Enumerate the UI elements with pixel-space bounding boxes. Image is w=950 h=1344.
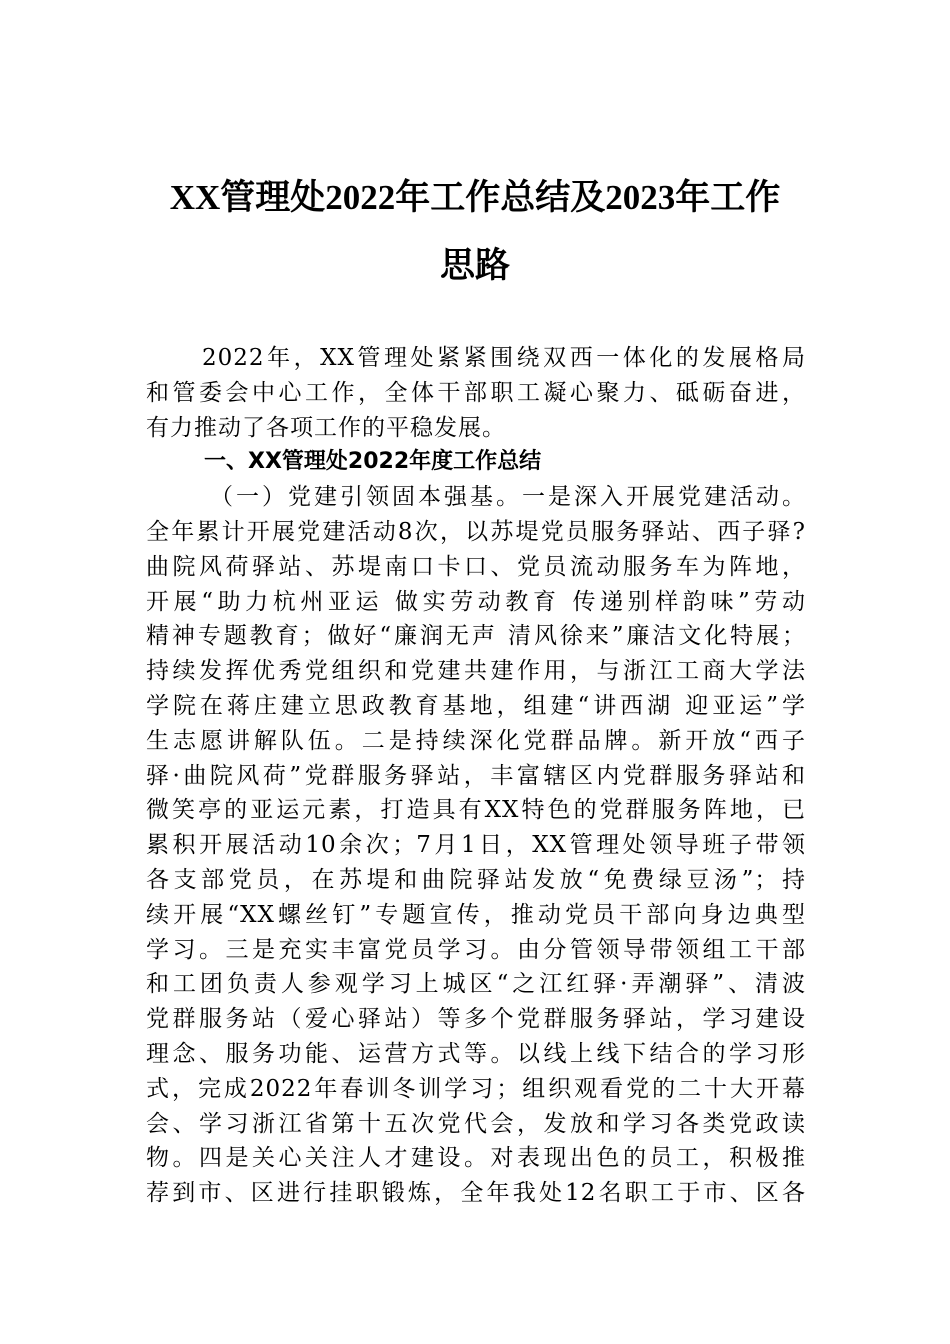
section1-line: 理念、服务功能、运营方式等。以线上线下结合的学习形 — [146, 1040, 806, 1067]
section1-line: 微笑亭的亚运元素，打造具有XX特色的党群服务阵地，已 — [146, 797, 806, 824]
section-heading-1: 一、XX管理处2022年度工作总结 — [204, 449, 542, 475]
section1-line: （一）党建引领固本强基。一是深入开展党建活动。 — [210, 484, 806, 511]
section1-line: 学院在蒋庄建立思政教育基地，组建“讲西湖 迎亚运”学 — [146, 692, 806, 719]
section1-line: 全年累计开展党建活动8次，以苏堤党员服务驿站、西子驿? — [146, 518, 806, 545]
section1-line: 精神专题教育；做好“廉润无声 清风徐来”廉洁文化特展； — [146, 623, 806, 650]
section1-line: 会、学习浙江省第十五次党代会，发放和学习各类党政读 — [146, 1110, 806, 1137]
section1-line: 持续发挥优秀党组织和党建共建作用，与浙江工商大学法 — [146, 658, 806, 685]
document-title-line-2: 思路 — [439, 246, 510, 285]
section1-line: 式，完成2022年春训冬训学习；组织观看党的二十大开幕 — [146, 1075, 806, 1102]
section1-line: 学习。三是充实丰富党员学习。由分管领导带领组工干部 — [146, 936, 806, 963]
section1-line: 物。四是关心关注人才建设。对表现出色的员工，积极推 — [146, 1145, 806, 1172]
section1-line: 生志愿讲解队伍。二是持续深化党群品牌。新开放“西子 — [146, 727, 806, 754]
section1-line: 曲院风荷驿站、苏堤南口卡口、党员流动服务车为阵地， — [146, 553, 806, 580]
section1-line: 党群服务站（爱心驿站）等多个党群服务驿站，学习建设 — [146, 1006, 806, 1033]
intro-line: 2022年，XX管理处紧紧围绕双西一体化的发展格局 — [202, 345, 806, 371]
section1-line: 续开展“XX螺丝钉”专题宣传，推动党员干部向身边典型 — [146, 901, 806, 928]
section1-line: 累积开展活动10余次；7月1日，XX管理处领导班子带领 — [146, 832, 806, 859]
section1-line: 和工团负责人参观学习上城区“之江红驿·弄潮驿”、清波 — [146, 971, 806, 998]
section1-line: 各支部党员，在苏堤和曲院驿站发放“免费绿豆汤”；持 — [146, 866, 806, 893]
section1-line: 开展“助力杭州亚运 做实劳动教育 传递别样韵味”劳动 — [146, 588, 806, 615]
section1-line: 驿·曲院风荷”党群服务驿站，丰富辖区内党群服务驿站和 — [146, 762, 806, 789]
document-body — [146, 341, 806, 1211]
section1-line: 荐到市、区进行挂职锻炼，全年我处12名职工于市、区各 — [146, 1180, 806, 1207]
document-title-line-1: XX管理处2022年工作总结及2023年工作 — [169, 178, 781, 217]
intro-line: 和管委会中心工作，全体干部职工凝心聚力、砥砺奋进， — [146, 379, 806, 406]
intro-line: 有力推动了各项工作的平稳发展。 — [146, 414, 506, 441]
